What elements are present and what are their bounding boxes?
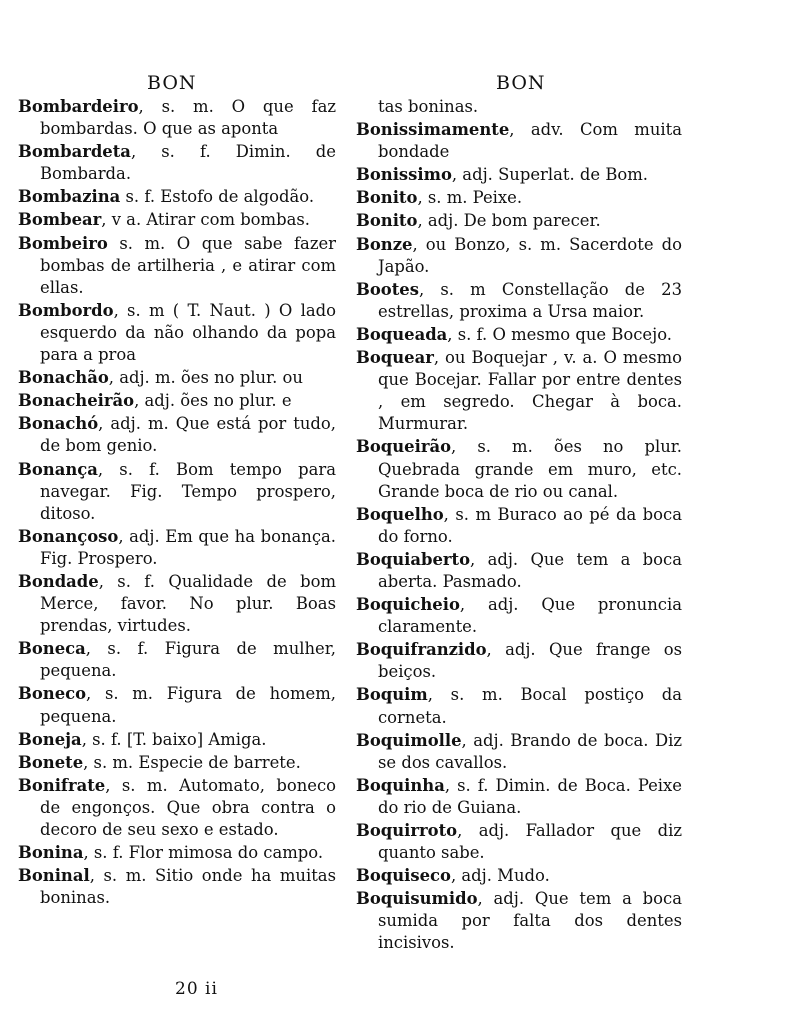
entry-headword: Boqueada: [356, 324, 448, 344]
dictionary-entry: [18, 300, 336, 366]
entry-headword: Boqueirão: [356, 437, 452, 457]
entry-definition: , s. m. Figura de homem, pequena.: [40, 684, 336, 726]
entry-definition: , s. m ( T. Naut. ) O lado esquerdo da não olhando da popa para a proa: [40, 300, 336, 365]
entry-headword: Boneco: [18, 684, 87, 704]
entry-definition: , ou Bonzo, s. m. Sacerdote do Japão.: [378, 234, 682, 276]
right-column: [356, 96, 682, 956]
entry-headword: Bondade: [18, 571, 99, 591]
entry-headword: Bonachó: [18, 414, 99, 434]
entry-definition: , s. m Buraco ao pé da boca do forno.: [378, 504, 682, 546]
entry-headword: Bombardeta: [18, 142, 131, 162]
entry-definition: , adj. m. ões no plur. ou: [108, 368, 303, 388]
dictionary-entry: [18, 367, 336, 389]
entry-definition: , adj. ões no plur. e: [134, 391, 292, 411]
entry-definition: , s. f. Flor mimosa do campo.: [83, 843, 324, 863]
entry-definition: , s. m. O que faz bombardas. O que as aponta: [40, 97, 336, 139]
entry-definition: , s. f. Dimin. de Bombarda.: [40, 142, 336, 184]
entry-definition: , s. m. Automato, boneco de engonços. Que obra contra o decoro de seu sexo e estado.: [40, 775, 336, 839]
entry-headword: Bombardeiro: [18, 97, 139, 116]
entry-definition: , adj. De bom parecer.: [417, 211, 601, 231]
entry-headword: Bombordo: [18, 300, 114, 320]
entry-continuation: tas boninas.: [378, 97, 479, 116]
entry-definition: , s. m Constellação de 23 estrellas, proxima a Ursa maior.: [378, 279, 682, 321]
dictionary-entry: [356, 820, 682, 864]
entry-definition: , s. f. O mesmo que Bocejo.: [447, 324, 672, 344]
entry-headword: Boquimolle: [356, 730, 462, 750]
entry-definition: , s. m. Peixe.: [417, 188, 523, 208]
entry-definition: , adj. Que pronuncia claramente.: [378, 595, 682, 637]
left-column: [18, 96, 336, 910]
entry-headword: Bootes: [356, 279, 419, 299]
entry-headword: Bombazina: [18, 187, 121, 207]
entry-definition: , adj. Que frange os beiços.: [378, 640, 682, 682]
dictionary-entry: [356, 324, 682, 346]
dictionary-entry: [18, 842, 336, 864]
dictionary-entry: [18, 390, 336, 412]
dictionary-entry: [356, 210, 682, 232]
dictionary-entry: [356, 888, 682, 954]
left-running-header: BON: [147, 72, 197, 94]
dictionary-entry: [356, 775, 682, 819]
dictionary-entry: [356, 684, 682, 728]
entry-headword: Bonacheirão: [18, 391, 135, 411]
dictionary-entry: [18, 96, 336, 140]
entry-definition: , adj. Brando de boca. Diz se dos cavallos.: [378, 730, 682, 772]
entry-headword: Boquear: [356, 348, 434, 368]
dictionary-entry: [18, 752, 336, 774]
entry-definition: , s. m. Bocal postiço da corneta.: [378, 685, 682, 727]
entry-definition: , adj. Que tem a boca sumida por falta dos dentes incisivos.: [378, 889, 682, 953]
dictionary-entry: [18, 186, 336, 208]
entry-headword: Bonissimo: [356, 165, 452, 185]
entry-definition: , s. f. Qualidade de bom Merce, favor. No plur. Boas prendas, virtudes.: [40, 571, 336, 636]
entry-headword: Boquelho: [356, 504, 444, 524]
entry-headword: Boquifranzido: [356, 640, 487, 660]
entry-headword: Boneca: [18, 639, 86, 659]
dictionary-entry: [18, 775, 336, 841]
entry-headword: Bonze: [356, 234, 413, 254]
entry-definition: , s. f. Figura de mulher, pequena.: [40, 639, 336, 681]
dictionary-entry: [356, 347, 682, 435]
entry-headword: Bonançoso: [18, 526, 119, 546]
entry-headword: Bonifrate: [18, 775, 106, 795]
entry-headword: Boquirroto: [356, 821, 458, 840]
entry-definition: s. m. O que sabe fazer bombas de artilheria , e atirar com ellas.: [40, 233, 336, 297]
dictionary-entry: [356, 119, 682, 163]
entry-definition: , s. f. Dimin. de Boca. Peixe do rio de Guiana.: [378, 775, 682, 817]
entry-definition: , adj. Fallador que diz quanto sabe.: [378, 821, 682, 863]
entry-headword: Bonina: [18, 843, 84, 863]
entry-definition: s. f. Estofo de algodão.: [120, 187, 315, 207]
entry-headword: Boquisumido: [356, 889, 478, 909]
dictionary-entry: [356, 436, 682, 502]
dictionary-entry: [356, 187, 682, 209]
entry-headword: Boquim: [356, 685, 428, 705]
entry-headword: Bonito: [356, 211, 418, 231]
dictionary-entry: [356, 549, 682, 593]
entry-definition: , v a. Atirar com bombas.: [101, 210, 310, 230]
entry-definition: , adj. Que tem a boca aberta. Pasmado.: [378, 549, 682, 591]
entry-definition: , s. m. ões no plur. Quebrada grande em muro, etc. Grande boca de rio ou canal.: [378, 437, 682, 501]
dictionary-entry: [356, 594, 682, 638]
entry-headword: Bonança: [18, 459, 98, 479]
entry-definition: , s. m. Especie de barrete.: [83, 752, 301, 772]
entry-headword: Bonete: [18, 752, 84, 772]
dictionary-entry: [18, 141, 336, 185]
dictionary-entry: [356, 504, 682, 548]
dictionary-entry: [356, 234, 682, 278]
dictionary-entry: [18, 571, 336, 637]
dictionary-entry: [18, 865, 336, 909]
entry-definition: , s. f. Bom tempo para navegar. Fig. Tempo prospero, ditoso.: [40, 459, 336, 523]
entry-headword: Boquiaberto: [356, 549, 471, 569]
entry-headword: Bombear: [18, 210, 102, 230]
entry-definition: , s. m. Sitio onde ha muitas boninas.: [40, 866, 336, 908]
entry-definition: , adj. Em que ha bonança. Fig. Prospero.: [40, 526, 336, 568]
dictionary-entry: [356, 865, 682, 887]
dictionary-entry: [18, 729, 336, 751]
entry-definition: , adv. Com muita bondade: [378, 120, 682, 162]
entry-headword: Bonissimamente: [356, 120, 510, 140]
dictionary-entry: [356, 164, 682, 186]
dictionary-entry: [18, 526, 336, 570]
entry-definition: , adj. m. Que está por tudo, de bom genio.: [40, 414, 336, 456]
entry-headword: Bonachão: [18, 368, 109, 388]
entry-headword: Boneja: [18, 729, 82, 749]
entry-headword: Bombeiro: [18, 233, 108, 253]
dictionary-entry: [356, 639, 682, 683]
entry-headword: Boquinha: [356, 775, 445, 795]
dictionary-entry: [18, 459, 336, 525]
entry-definition: , ou Boquejar , v. a. O mesmo que Bocejar. Fallar por entre dentes , em segredo. Chegar à boca. Murmurar.: [378, 348, 682, 434]
entry-headword: Boquiseco: [356, 866, 451, 886]
dictionary-entry: [18, 413, 336, 457]
entry-headword: Bonito: [356, 188, 418, 208]
entry-definition: , s. f. [T. baixo] Amiga.: [81, 729, 267, 749]
entry-headword: Boquicheio: [356, 595, 460, 615]
dictionary-entry: [18, 233, 336, 299]
page-signature: 20 ii: [175, 979, 218, 999]
dictionary-entry: [18, 209, 336, 231]
dictionary-entry: [356, 730, 682, 774]
right-running-header: BON: [496, 72, 546, 94]
dictionary-entry: [18, 638, 336, 682]
entry-definition: , adj. Mudo.: [450, 866, 550, 886]
dictionary-entry: [356, 279, 682, 323]
dictionary-entry: [18, 683, 336, 727]
entry-definition: , adj. Superlat. de Bom.: [451, 165, 648, 185]
entry-headword: Boninal: [18, 866, 90, 886]
